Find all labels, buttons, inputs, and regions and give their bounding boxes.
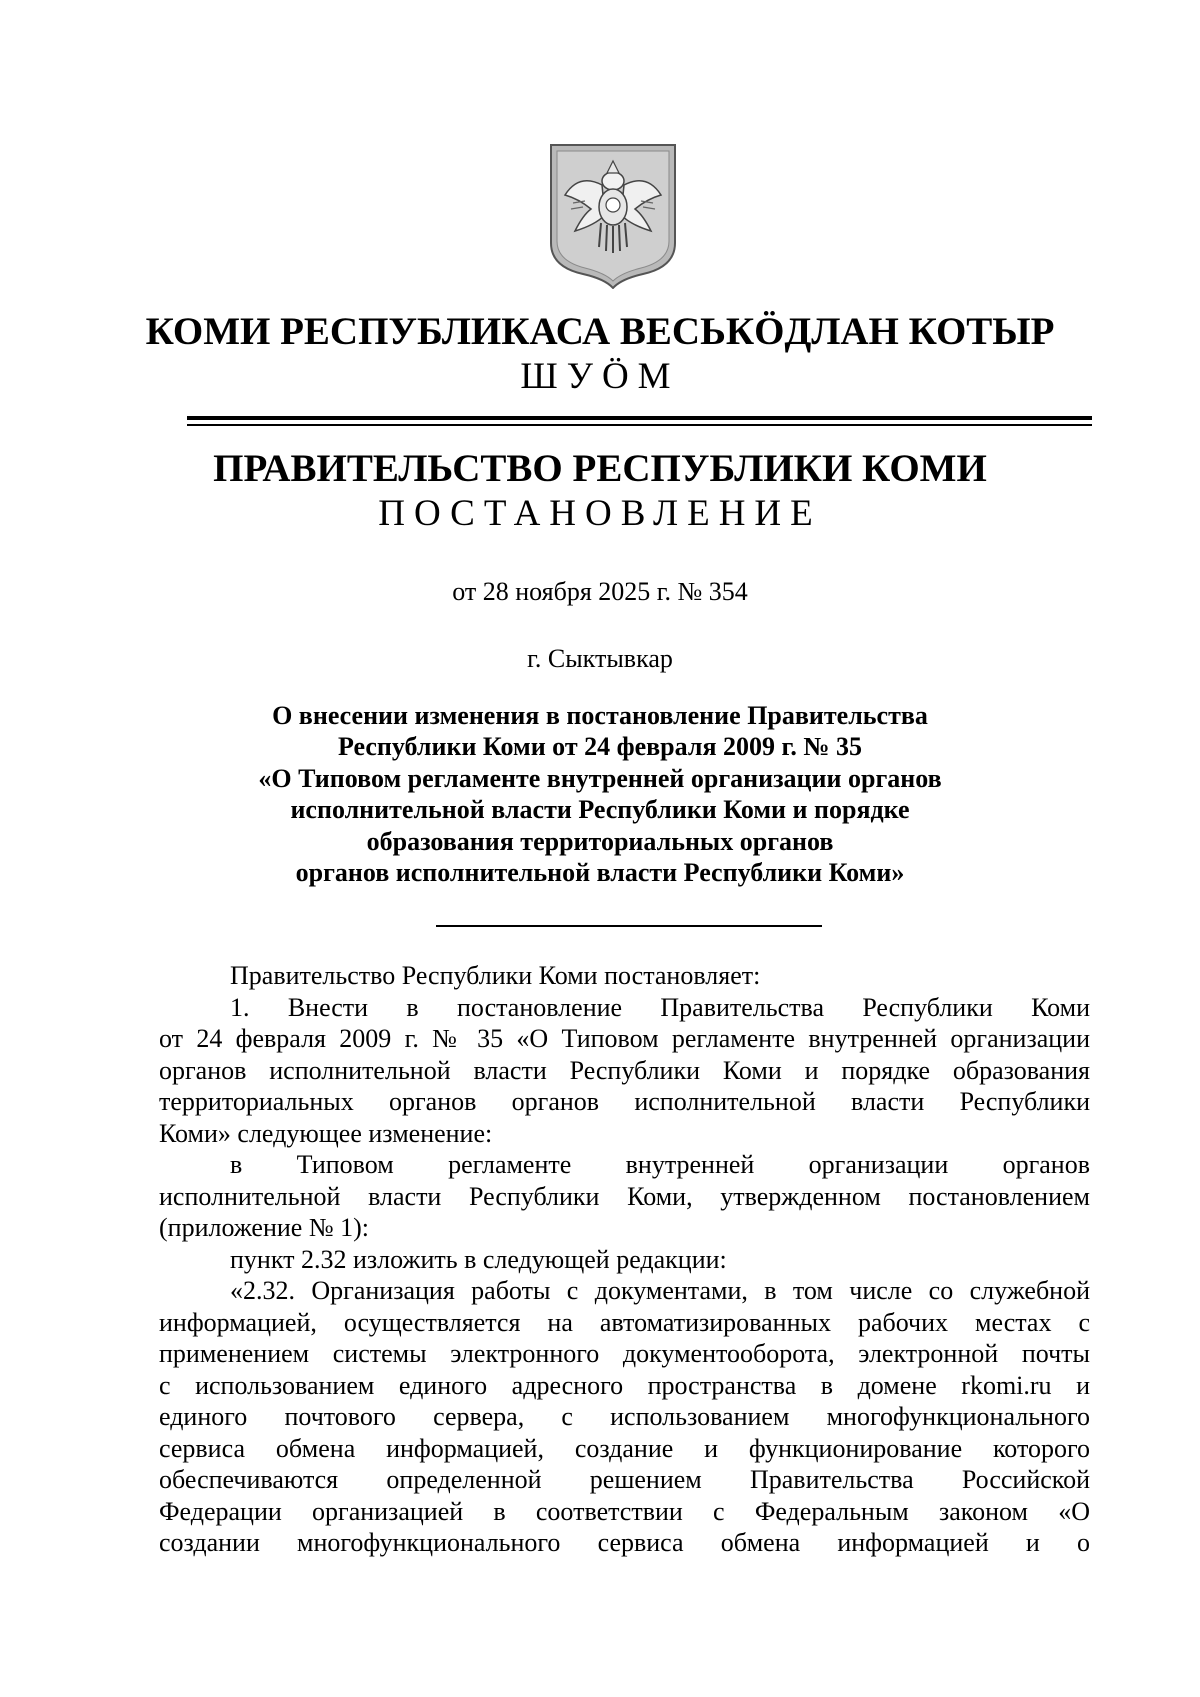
- body-line: Коми» следующее изменение:: [159, 1118, 493, 1148]
- decree-label: ПОСТАНОВЛЕНИЕ: [378, 493, 822, 534]
- subject-line: органов исполнительной власти Республики Коми»: [295, 858, 905, 888]
- subject-line: Республики Коми от 24 февраля 2009 г. № 35: [337, 732, 863, 762]
- subject-line: образования территориальных органов: [366, 826, 834, 856]
- body-line: от 24 февраля 2009 г. № 35 «О Типовом регламенте внутренней организации: [159, 1024, 1090, 1053]
- body-line: Правительство Республики Коми постановляет:: [230, 961, 761, 990]
- subject-line: исполнительной власти Республики Коми и порядке: [290, 795, 910, 825]
- subject-line: «О Типовом регламенте внутренней организации органов: [258, 763, 942, 793]
- komi-decree-label: ШУӦМ: [520, 356, 680, 397]
- body-line: территориальных органов органов исполнительной власти Республики: [159, 1087, 1090, 1116]
- decree-body: [159, 960, 1090, 1559]
- body-line: исполнительной власти Республики Коми, утвержденном постановлением: [159, 1181, 1090, 1211]
- body-line: Федерации организацией в соответствии с Федеральным законом «О: [159, 1496, 1090, 1526]
- subject-divider: [436, 925, 822, 927]
- body-line: (приложение № 1):: [159, 1213, 370, 1242]
- body-line: 1. Внести в постановление Правительства Республики Коми: [230, 992, 1090, 1022]
- decree-subject: [0, 700, 1200, 888]
- body-line: «2.32. Организация работы с документами, в том числе со служебной: [230, 1276, 1090, 1305]
- decree-city: г. Сыктывкар: [527, 644, 673, 673]
- government-title: ПРАВИТЕЛЬСТВО РЕСПУБЛИКИ КОМИ: [213, 447, 987, 490]
- decree-date-number: от 28 ноября 2025 г. № 354: [452, 577, 748, 606]
- body-line: сервиса обмена информацией, создание и функционирование которого: [159, 1433, 1090, 1463]
- header-divider-thick: [187, 416, 1092, 420]
- subject-line: О внесении изменения в постановление Правительства: [272, 701, 928, 730]
- header-divider-thin: [187, 424, 1092, 426]
- coat-of-arms-emblem: [549, 143, 677, 289]
- body-line: пункт 2.32 изложить в следующей редакции:: [230, 1244, 727, 1274]
- body-line: в Типовом регламенте внутренней организации органов: [230, 1150, 1090, 1179]
- body-line: единого почтового сервера, с использованием многофункционального: [159, 1402, 1090, 1431]
- body-line: органов исполнительной власти Республики Коми и порядке образования: [159, 1055, 1090, 1085]
- body-line: с использованием единого адресного пространства в домене rkomi.ru и: [159, 1370, 1090, 1400]
- komi-government-title: КОМИ РЕСПУБЛИКАСА ВЕСЬКӦДЛАН КОТЫР: [145, 310, 1055, 353]
- body-line: применением системы электронного документооборота, электронной почты: [159, 1339, 1090, 1368]
- body-line: создании многофункционального сервиса обмена информацией и о: [159, 1528, 1090, 1557]
- body-line: информацией, осуществляется на автоматизированных рабочих местах с: [159, 1307, 1090, 1337]
- body-line: обеспечиваются определенной решением Правительства Российской: [159, 1465, 1090, 1494]
